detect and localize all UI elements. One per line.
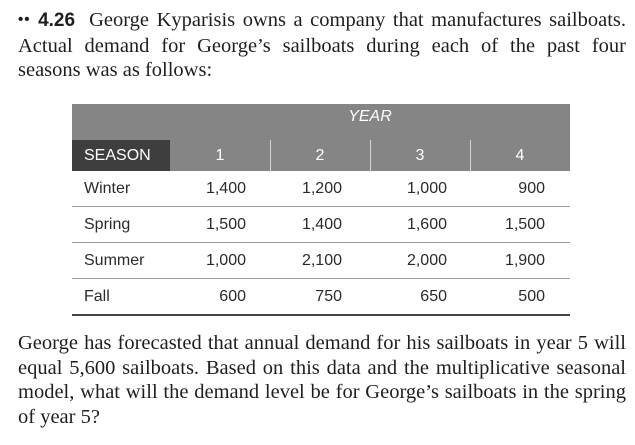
- column-header-row: [72, 140, 570, 171]
- value-cell: 650: [420, 288, 447, 305]
- season-cell: Summer: [84, 252, 145, 269]
- header-divider: [270, 140, 271, 171]
- problem-intro: George Kyparisis owns a company that manufactures sailboats. Actual demand for George’s sailboats during each of the past four seasons was as follows:: [18, 9, 627, 81]
- year-3-header: 3: [415, 147, 425, 164]
- problem-question: George has forecasted that annual demand for his sailboats in year 5 will equal 5,600 sailboats. Based on this data and the multiplicative seasonal model, what will the demand level be for George’s sailboats in the spring of year 5?: [18, 332, 626, 428]
- value-cell: 1,000: [205, 252, 246, 269]
- year-4-header: 4: [515, 147, 525, 164]
- table-row: [72, 279, 570, 314]
- value-cell: 900: [518, 180, 545, 197]
- year-header-band: [72, 104, 570, 140]
- value-cell: 500: [518, 288, 545, 305]
- value-cell: 1,400: [205, 180, 246, 197]
- header-divider: [370, 140, 371, 171]
- value-cell: 600: [219, 288, 246, 305]
- season-cell: Fall: [84, 288, 110, 305]
- season-cell: Spring: [84, 216, 131, 233]
- table-bottom-rule: [72, 314, 570, 316]
- value-cell: 1,600: [406, 216, 447, 233]
- season-cell: Winter: [84, 180, 131, 197]
- value-cell: 2,000: [406, 252, 447, 269]
- table-row: [72, 243, 570, 278]
- value-cell: 750: [315, 288, 342, 305]
- table-row: [72, 171, 570, 206]
- year-2-header: 2: [315, 147, 325, 164]
- problem-number: 4.26: [38, 10, 76, 31]
- value-cell: 1,200: [301, 180, 342, 197]
- value-cell: 1,500: [504, 216, 545, 233]
- demand-table: [72, 104, 570, 316]
- value-cell: 1,900: [504, 252, 545, 269]
- value-cell: 2,100: [301, 252, 342, 269]
- year-label: YEAR: [348, 108, 392, 125]
- value-cell: 1,000: [406, 180, 447, 197]
- table-row: [72, 207, 570, 242]
- season-column-header: SEASON: [72, 140, 170, 171]
- header-divider: [470, 140, 471, 171]
- problem-statement: [18, 8, 626, 83]
- value-cell: 1,400: [301, 216, 342, 233]
- difficulty-dots: ••: [18, 11, 31, 28]
- year-1-header: 1: [215, 147, 225, 164]
- value-cell: 1,500: [205, 216, 246, 233]
